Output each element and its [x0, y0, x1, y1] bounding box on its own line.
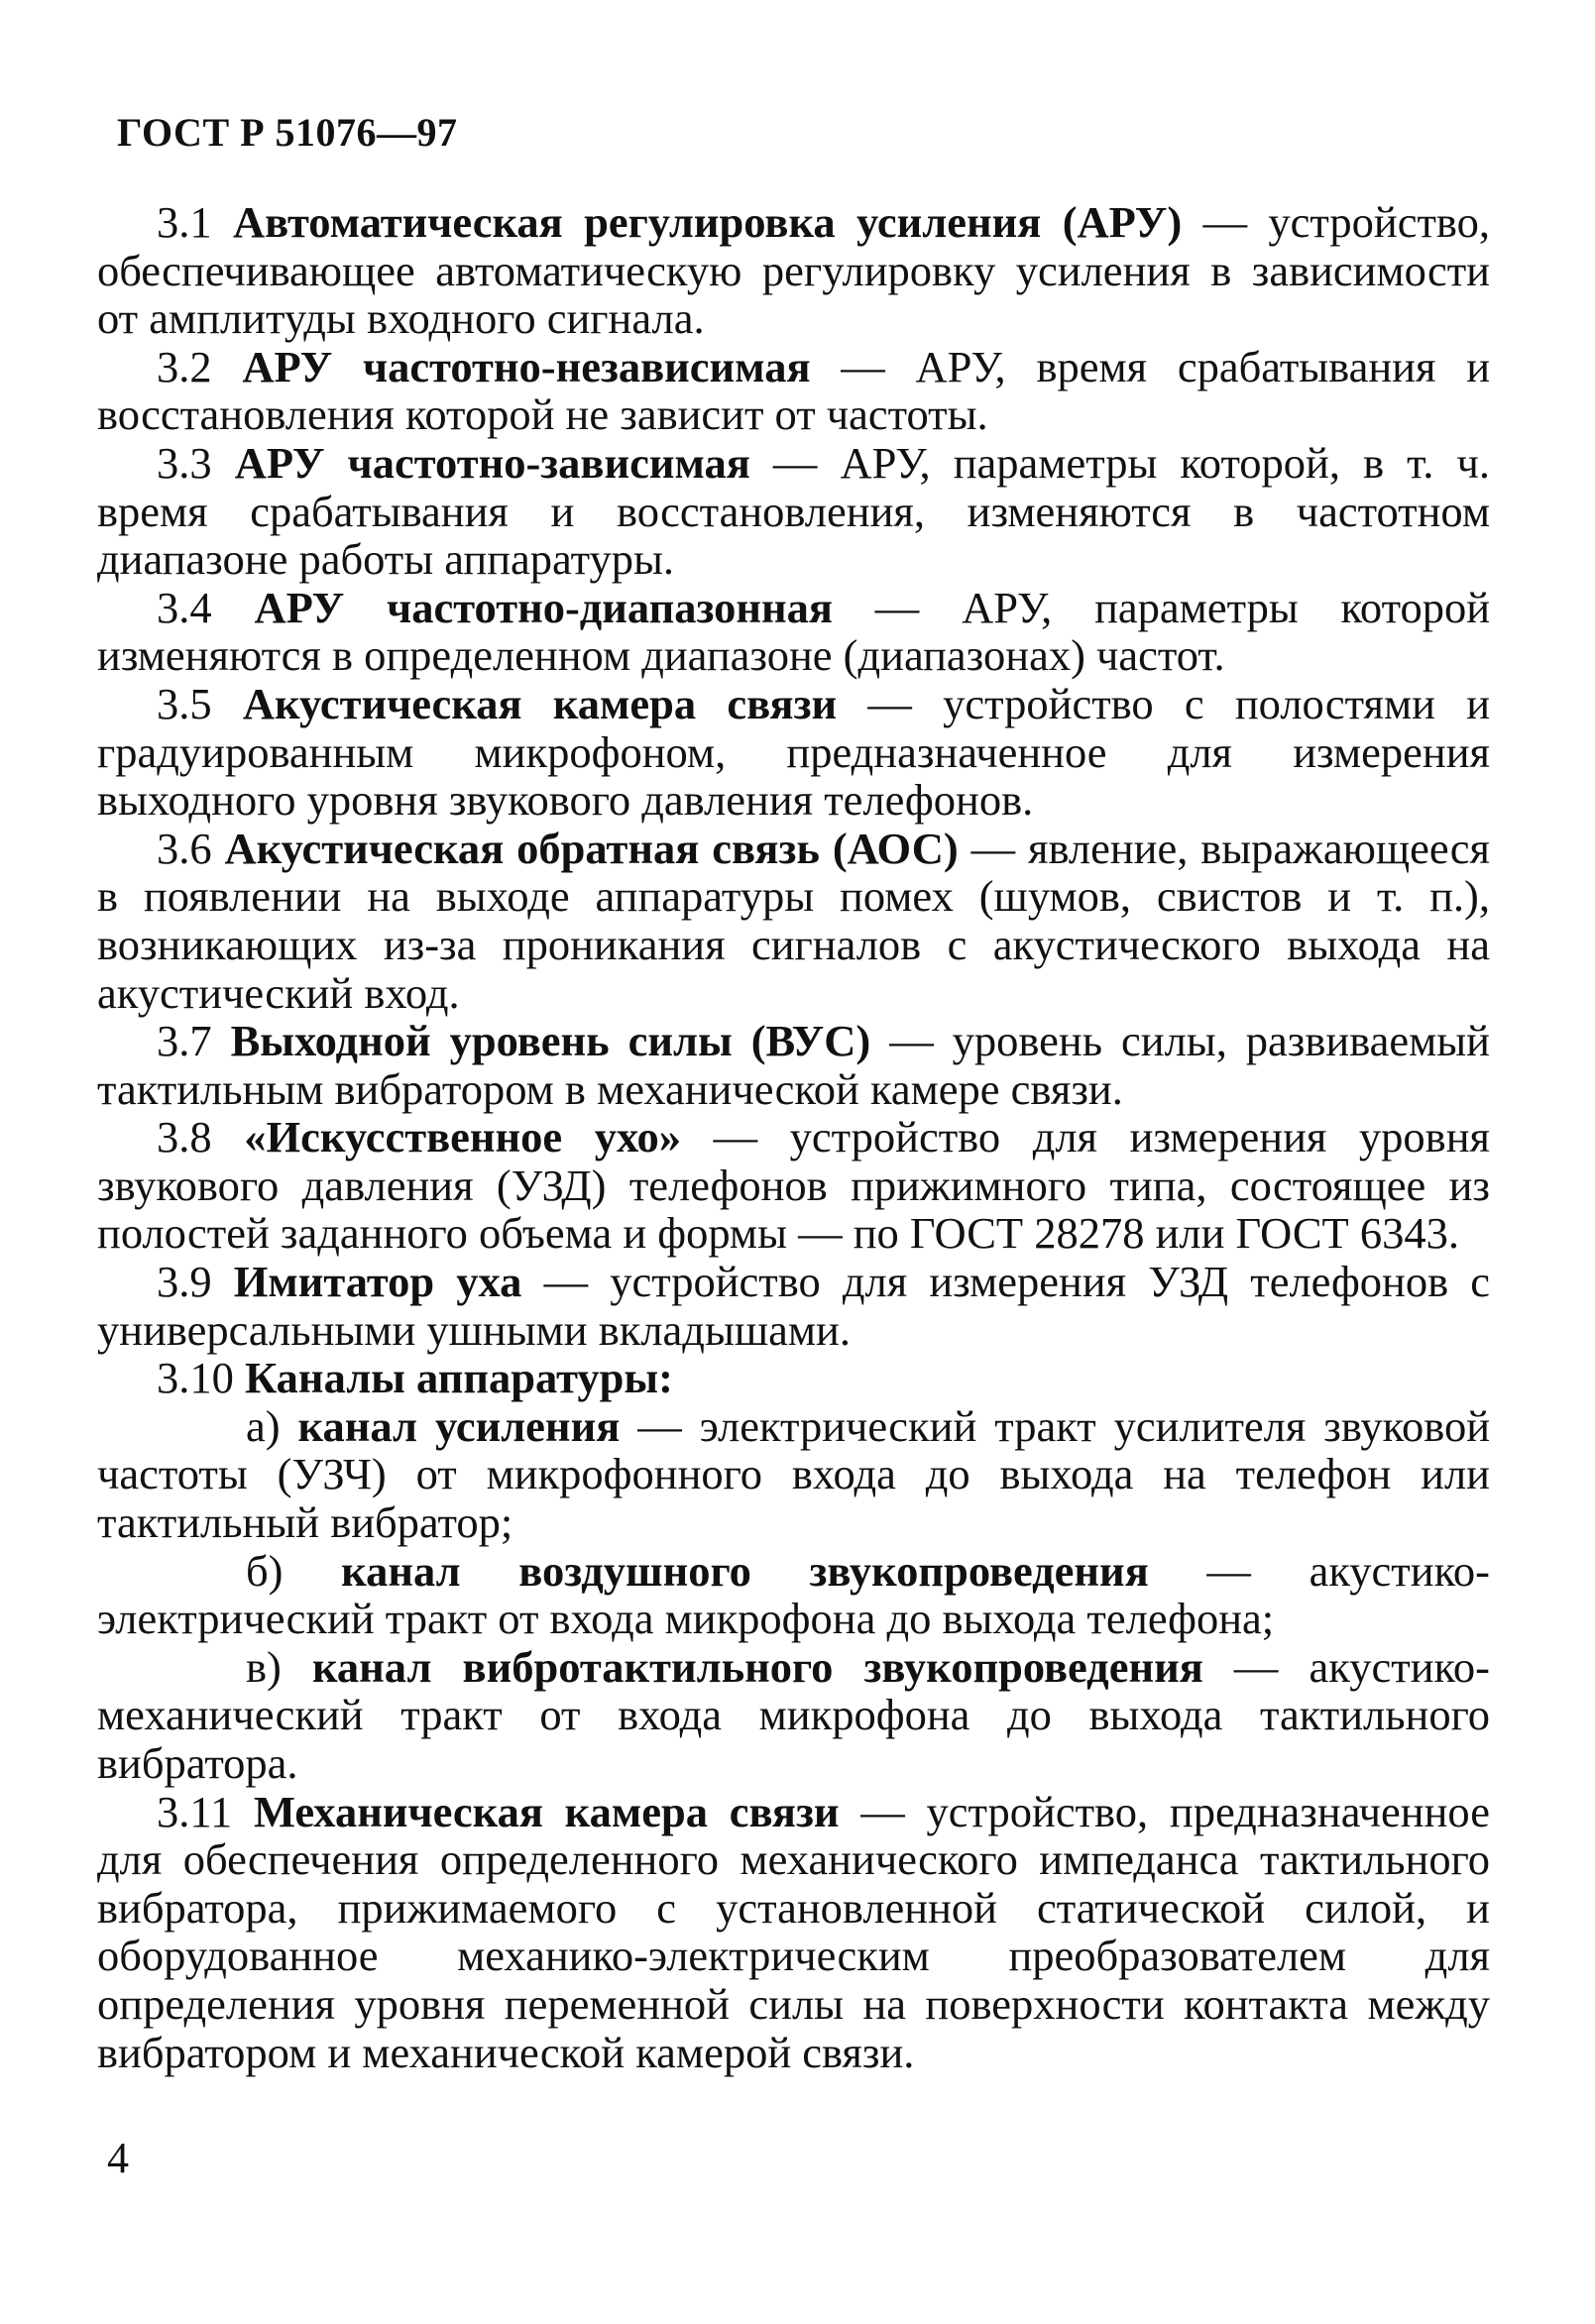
definition-3-7 — [97, 1017, 1490, 1113]
definition-number: 3.11 — [157, 1786, 254, 1836]
definition-text: — АРУ, параметры которой, в т. ч. время срабатывания и восстановления, изменяются в частотном диапазоне работы аппаратуры. — [97, 437, 1491, 585]
definition-term: АРУ частотно-независимая — [242, 341, 811, 391]
document-header: ГОСТ Р 51076—97 — [117, 110, 458, 155]
definition-term: Имитатор уха — [233, 1257, 522, 1307]
definition-3-5 — [97, 680, 1490, 825]
definition-3-10-a — [97, 1402, 1490, 1547]
definition-text: — электрический тракт усилителя звуковой частоты (УЗЧ) от микрофонного входа до выхода на телефон или тактильный вибратор; — [97, 1400, 1491, 1548]
definition-number: 3.6 — [157, 823, 225, 873]
definition-number: б) — [246, 1545, 342, 1596]
definition-number: 3.1 — [157, 197, 233, 247]
definition-term: Выходной уровень силы (ВУС) — [230, 1016, 871, 1066]
definition-text: — акустико-электрический тракт от входа микрофона до выхода телефона; — [97, 1545, 1490, 1644]
definition-3-9 — [97, 1258, 1490, 1354]
definition-number: а) — [246, 1400, 298, 1451]
definition-term: Акустическая камера связи — [242, 678, 838, 728]
definition-number: 3.5 — [157, 678, 243, 728]
definition-3-8 — [97, 1113, 1490, 1258]
definition-term: Акустическая обратная связь (АОС) — [224, 823, 959, 873]
definition-text: — устройство для измерения УЗД телефонов с универсальными ушными вкладышами. — [97, 1257, 1491, 1355]
definition-number: в) — [246, 1641, 312, 1692]
definition-3-3 — [97, 439, 1490, 584]
definition-number: 3.9 — [157, 1257, 234, 1307]
definition-term: канал усиления — [297, 1400, 621, 1451]
definition-3-10-b — [97, 1547, 1490, 1643]
definition-text: — АРУ, время срабатывания и восстановления которой не зависит от частоты. — [97, 341, 1491, 440]
definition-3-10-c — [97, 1643, 1490, 1788]
definitions-list — [97, 198, 1490, 2076]
definition-term: Автоматическая регулировка усиления (АРУ) — [232, 197, 1183, 247]
page-number: 4 — [107, 2134, 129, 2182]
definition-3-10 — [97, 1354, 1490, 1402]
definition-term: АРУ частотно-зависимая — [234, 437, 750, 488]
definition-term: канал воздушного звукопроведения — [341, 1545, 1149, 1596]
definition-3-6 — [97, 825, 1490, 1017]
definition-term: «Искусственное ухо» — [244, 1112, 682, 1162]
definition-number: 3.8 — [157, 1112, 245, 1162]
definition-text: — устройство с полостями и градуированным микрофоном, предназначенное для измерения выходного уровня звукового давления телефонов. — [97, 678, 1491, 826]
definition-number: 3.2 — [157, 341, 243, 391]
definition-3-11 — [97, 1788, 1490, 2077]
definition-3-1 — [97, 198, 1490, 343]
definition-number: 3.10 — [157, 1353, 245, 1403]
definition-text: — устройство, обеспечивающее автоматическую регулировку усиления в зависимости от амплитуды входного сигнала. — [97, 197, 1490, 344]
definition-number: 3.7 — [157, 1016, 231, 1066]
definition-term: канал вибротактильного звукопроведения — [311, 1641, 1203, 1692]
definition-term: АРУ частотно-диапазонная — [254, 582, 833, 632]
definition-text: — устройство, предназначенное для обеспечения определенного механического импеданса тактильного вибратора, прижимаемого с установленной статической силой, и оборудованное механико-электрическим преобразователем для определения уровня переменной силы на поверхности контакта между вибратором и механической камерой связи. — [97, 1786, 1490, 2077]
definition-3-4 — [97, 584, 1490, 680]
definition-text: — устройство для измерения уровня звукового давления (УЗД) телефонов прижимного типа, состоящее из полостей заданного объема и формы — по ГОСТ 28278 или ГОСТ 6343. — [97, 1112, 1490, 1259]
definition-number: 3.3 — [157, 437, 235, 488]
definition-text: — уровень силы, развиваемый тактильным вибратором в механической камере связи. — [97, 1016, 1490, 1114]
definition-text: — акустико-механический тракт от входа микрофона до выхода тактильного вибратора. — [97, 1641, 1490, 1788]
definition-text: — явление, выражающееся в появлении на выходе аппаратуры помех (шумов, свистов и т. п.), возникающих из-за проникания сигналов с акустического выхода на акустический вход. — [97, 823, 1490, 1018]
definition-term: Каналы аппаратуры: — [245, 1353, 673, 1403]
definition-number: 3.4 — [157, 582, 255, 632]
definition-text: — АРУ, параметры которой изменяются в определенном диапазоне (диапазонах) частот. — [97, 582, 1491, 681]
definition-term: Механическая камера связи — [254, 1786, 840, 1836]
definition-3-2 — [97, 343, 1490, 439]
